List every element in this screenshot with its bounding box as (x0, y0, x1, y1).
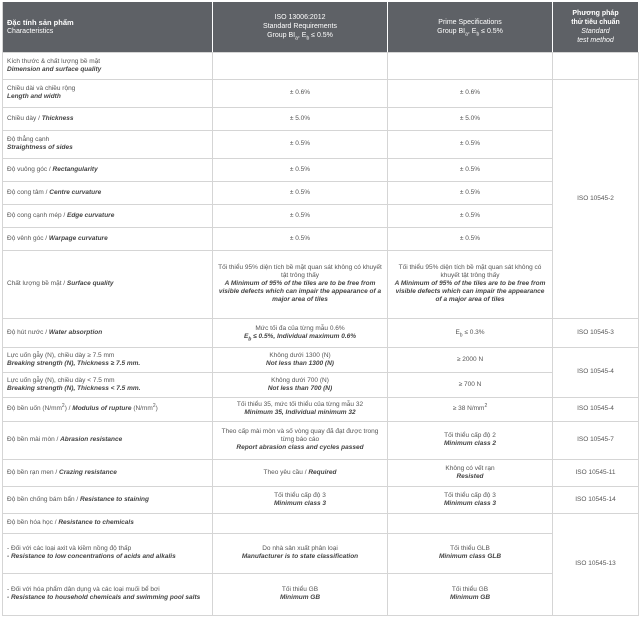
table-row (3, 107, 639, 130)
iso-value-en (217, 333, 383, 341)
prime-value (388, 397, 553, 421)
row-label (3, 250, 213, 318)
row-label (3, 459, 213, 486)
table-row (3, 513, 639, 533)
row-label (3, 372, 213, 397)
label-vi-end: ) / (64, 405, 73, 412)
header-method-line2: thử tiêu chuẩn (571, 18, 620, 26)
header-method-line4: test method (577, 36, 614, 44)
table-row (3, 52, 639, 79)
label-vi: Kích thước & chất lượng bề mặt (7, 57, 101, 65)
label-en: Resistance to staining (80, 495, 149, 503)
row-label (3, 486, 213, 513)
header-iso-line3 (217, 31, 383, 40)
prime-value-vi: Tối thiểu cấp độ 2 (444, 432, 496, 439)
prime-value-vi: Tối thiểu cấp độ 3 (444, 491, 496, 499)
prime-value-vi: Tối thiểu GLB (450, 545, 490, 552)
prime-value: ± 0.6% (388, 79, 553, 107)
label-vi: Độ bền chống bám bẩn / (7, 495, 80, 503)
row-label (3, 533, 213, 573)
iso-value-en: Minimum 35, Individual minimum 32 (244, 409, 356, 416)
label-en: - Resistance to household chemicals and swimming pool salts (7, 594, 201, 601)
row-label (3, 52, 213, 79)
specification-table (2, 2, 639, 616)
iso-value-vi: Không dưới 1300 (N) (269, 351, 331, 359)
header-method-line3: Standard (581, 27, 610, 35)
label-vi: Độ cong tâm / (7, 188, 50, 196)
prime-value-vi: Không có vết rạn (445, 464, 495, 472)
prime-value-vi: Tối thiểu GB (451, 586, 489, 593)
iso-value: ± 5.0% (213, 107, 388, 130)
label-en: Breaking strength (N), Thickness < 7.5 mm. (7, 384, 141, 392)
method-cell: ISO 10545-13 (553, 513, 639, 615)
table-row (3, 181, 639, 204)
table-row (3, 227, 639, 250)
prime-value (388, 533, 553, 573)
prime-value (388, 486, 553, 513)
iso-value: ± 0.5% (213, 130, 388, 158)
label-vi: Chiều dài và chiều rộng (7, 85, 76, 92)
row-label (3, 347, 213, 372)
row-label (3, 573, 213, 615)
method-cell: ISO 10545-14 (553, 486, 639, 513)
table-row (3, 250, 639, 318)
label-en-unit: (N/mm (131, 405, 153, 412)
prime-value: ± 0.5% (388, 130, 553, 158)
header-characteristics (3, 2, 213, 52)
prime-value-en: Minimum GB (449, 594, 491, 601)
iso-value-vi: Không dưới 700 (N) (271, 376, 329, 384)
row-label (3, 397, 213, 421)
row-label (3, 204, 213, 227)
prime-value (388, 421, 553, 459)
iso-value (213, 421, 388, 459)
row-label (3, 227, 213, 250)
iso-value-en: Required (308, 468, 337, 476)
table-row (3, 486, 639, 513)
label-vi: Chất lượng bề mặt / (7, 280, 67, 287)
iso-value-vi: Tối thiểu GB (281, 586, 319, 593)
iso-value (213, 459, 388, 486)
iso-value-vi: Do nhà sản xuất phân loại (262, 545, 338, 552)
row-label (3, 421, 213, 459)
method-cell: ISO 10545-7 (553, 421, 639, 459)
table-row (3, 372, 639, 397)
header-iso-line2: Standard Requirements (263, 23, 337, 31)
iso-sub: b (248, 335, 252, 342)
label-en: Length and width (7, 93, 61, 100)
iso-value-en: Not less than 1300 (N) (266, 359, 334, 367)
iso-value: ± 0.5% (213, 181, 388, 204)
header-iso-sub-a: a (295, 35, 298, 42)
header-iso-line1: ISO 13006:2012 (274, 14, 326, 22)
prime-value: ≥ 2000 N (388, 347, 553, 372)
header-prime-sub-a: a (465, 31, 468, 38)
header-method-line1: Phương pháp (572, 9, 619, 17)
label-vi: Độ hút nước / (7, 328, 49, 336)
label-en: Crazing resistance (59, 468, 117, 476)
table-row (3, 318, 639, 347)
label-vi: Độ bền uốn (N/mm (7, 405, 62, 412)
row-label (3, 158, 213, 181)
label-en: Surface quality (66, 280, 114, 287)
label-vi-sup: 2 (61, 402, 65, 409)
label-en: - Resistance to low concentrations of acids and alkalis (7, 553, 176, 560)
cell-empty (213, 52, 388, 79)
prime-e: E (455, 328, 460, 336)
label-vi: Độ cong cạnh mép / (7, 211, 67, 219)
label-vi: Độ vuông góc / (7, 165, 53, 173)
iso-value: ± 0.6% (213, 79, 388, 107)
iso-value-vi: Tối thiểu 35, mức tối thiểu của từng mẫu 32 (236, 401, 364, 408)
table-header-row (3, 2, 639, 52)
table-row (3, 79, 639, 107)
iso-value-vi: Theo cấp mài mòn và số vòng quay đã đạt được trong từng báo cáo (221, 428, 379, 443)
header-iso-sub-b: b (306, 35, 310, 42)
prime-value-en: A Minimum of 95% of the tiles are to be free from visible defects which can impair the appearance of a major area of tiles (394, 280, 546, 303)
table-row (3, 397, 639, 421)
header-iso-limit: ≤ 0.5% (309, 32, 333, 40)
row-label (3, 107, 213, 130)
header-characteristics-vi: Đặc tính sản phẩm (7, 17, 74, 27)
iso-value (213, 372, 388, 397)
label-vi: Lực uốn gẫy (N), chiều dày ≥ 7.5 mm (7, 351, 115, 359)
iso-e: E (243, 332, 249, 340)
label-vi: Độ thẳng cạnh (7, 136, 50, 143)
label-en: Abrasion resistance (60, 436, 123, 443)
header-characteristics-en: Characteristics (7, 27, 54, 35)
table-row (3, 204, 639, 227)
iso-value-vi: Tối thiểu 95% diện tích bề mặt quan sát không có khuyết tật trông thấy (218, 264, 382, 279)
method-cell: ISO 10545-3 (553, 318, 639, 347)
iso-limit: ≤ 0.5%, Individual maximum 0.6% (251, 332, 357, 340)
cell-empty (388, 52, 553, 79)
iso-value: ± 0.5% (213, 158, 388, 181)
row-label (3, 79, 213, 107)
table-row (3, 130, 639, 158)
prime-limit: ≥ 38 N/mm (452, 405, 485, 412)
header-prime-group: Group BI (437, 27, 466, 35)
table-row (3, 158, 639, 181)
method-cell: ISO 10545-4 (553, 347, 639, 397)
iso-value (213, 397, 388, 421)
iso-value (213, 347, 388, 372)
prime-value-en: Resisted (456, 472, 484, 480)
iso-value-vi: Mức tối đa của từng mẫu 0.6% (255, 324, 345, 332)
table-row (3, 459, 639, 486)
label-vi: Chiều dày / (7, 114, 42, 122)
header-iso-group: Group BI (267, 32, 296, 40)
iso-value (213, 318, 388, 347)
label-en: Rectangularity (52, 165, 98, 173)
label-en: Edge curvature (66, 211, 115, 219)
header-iso-standard (213, 2, 388, 52)
prime-value: ± 0.5% (388, 181, 553, 204)
iso-value-vi: Tối thiểu cấp độ 3 (274, 491, 326, 499)
prime-value: ± 0.5% (388, 227, 553, 250)
prime-value (388, 573, 553, 615)
header-iso-e: , E (297, 32, 307, 40)
label-en: Breaking strength (N), Thickness ≥ 7.5 mm. (7, 359, 141, 367)
prime-limit: ≤ 0.3% (462, 328, 485, 336)
row-label (3, 181, 213, 204)
iso-value (213, 573, 388, 615)
label-en: Centre curvature (49, 188, 102, 196)
label-vi: Độ bền hóa học / (7, 519, 59, 526)
prime-value (388, 459, 553, 486)
label-en: Straightness of sides (7, 144, 73, 151)
iso-value-en: Report abrasion class and cycles passed (236, 444, 364, 451)
prime-value: ± 0.5% (388, 158, 553, 181)
iso-value-en: A Minimum of 95% of the tiles are to be free from visible defects which can impair the appearance of a major area of tiles (218, 280, 382, 303)
label-en: Thickness (41, 114, 74, 122)
label-en-end: ) (155, 405, 158, 412)
table-row (3, 573, 639, 615)
label-vi: - Đối với hóa phẩm dân dụng và các loại muối bể bơi (7, 586, 160, 593)
iso-value (213, 486, 388, 513)
iso-value: ± 0.5% (213, 204, 388, 227)
row-label (3, 130, 213, 158)
header-prime-line1: Prime Specifications (438, 18, 502, 26)
prime-value (388, 318, 553, 347)
iso-value-en: Minimum class 3 (273, 499, 327, 507)
prime-value-en: Minimum class GLB (438, 553, 502, 560)
cell-empty (388, 513, 553, 533)
label-vi: - Đối với các loại axit và kiềm nồng độ thấp (7, 545, 132, 552)
cell-empty (213, 513, 388, 533)
iso-value (213, 533, 388, 573)
prime-value (388, 250, 553, 318)
label-vi: Lực uốn gẫy (N), chiều dày < 7.5 mm (7, 376, 115, 384)
label-en-sup: 2 (152, 402, 156, 409)
method-cell: ISO 10545-2 (553, 79, 639, 318)
label-vi: Độ bền mài mòn / (7, 436, 61, 443)
header-prime-spec (388, 2, 553, 52)
prime-sub: b (459, 331, 463, 338)
iso-value: ± 0.5% (213, 227, 388, 250)
iso-value-en: Not less than 700 (N) (267, 384, 333, 392)
label-en: Modulus of rupture (72, 405, 132, 412)
cell-empty (553, 52, 639, 79)
header-prime-line2 (392, 27, 548, 36)
label-vi: Độ vênh góc / (7, 234, 49, 242)
header-prime-sub-b: b (476, 31, 480, 38)
prime-value: ≥ 700 N (388, 372, 553, 397)
label-en: Resistance to chemicals (58, 519, 134, 526)
row-label (3, 513, 213, 533)
iso-value-en: Manufacturer is to state classification (241, 553, 359, 560)
label-vi: Độ bền rạn men / (7, 468, 60, 476)
header-test-method (553, 2, 639, 52)
prime-value: ± 5.0% (388, 107, 553, 130)
method-cell: ISO 10545-11 (553, 459, 639, 486)
prime-value-en: Minimum class 2 (443, 440, 497, 447)
table-row (3, 421, 639, 459)
label-en: Water absorption (48, 328, 103, 336)
prime-value-vi: Tối thiểu 95% diện tích bề mặt quan sát không có khuyết tật trông thấy (398, 264, 542, 279)
prime-value-en: Minimum class 3 (443, 499, 497, 507)
header-prime-limit: ≤ 0.5% (479, 27, 503, 35)
prime-sup: 2 (484, 402, 488, 409)
prime-value: ± 0.5% (388, 204, 553, 227)
header-prime-e: , E (467, 27, 477, 35)
label-en: Dimension and surface quality (7, 65, 102, 73)
iso-value-vi: Theo yêu cầu / (263, 468, 309, 476)
iso-value (213, 250, 388, 318)
label-en: Warpage curvature (48, 234, 108, 242)
iso-value-en: Minimum GB (279, 594, 321, 601)
method-cell: ISO 10545-4 (553, 397, 639, 421)
table-row (3, 347, 639, 372)
table-row (3, 533, 639, 573)
row-label (3, 318, 213, 347)
